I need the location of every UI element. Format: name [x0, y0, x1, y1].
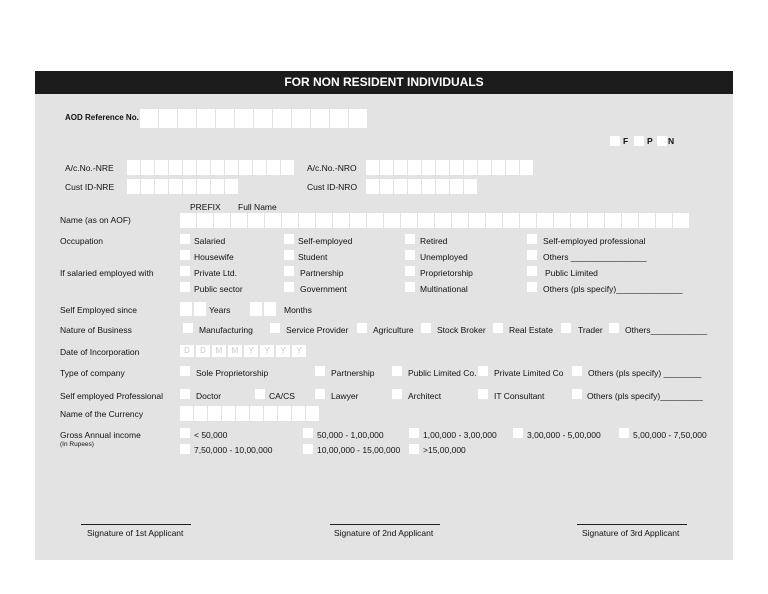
- professional-checkbox[interactable]: [392, 389, 402, 399]
- years-label: Years: [209, 305, 231, 315]
- income-option: 7,50,000 - 10,00,000: [194, 445, 273, 455]
- occupation-option: Self-employed: [298, 236, 353, 246]
- income-checkbox[interactable]: [513, 428, 523, 438]
- label-n: N: [668, 136, 675, 146]
- income-checkbox[interactable]: [303, 444, 313, 454]
- aod-reference-input[interactable]: [140, 109, 368, 128]
- months-label: Months: [284, 305, 312, 315]
- form-panel: [35, 71, 733, 560]
- business-checkbox[interactable]: [609, 323, 619, 333]
- income-checkbox[interactable]: [180, 428, 190, 438]
- acc-nro-label: A/c.No.-NRO: [307, 163, 357, 173]
- salaried-checkbox[interactable]: [405, 282, 415, 292]
- salaried-option: Proprietorship: [420, 268, 473, 278]
- date-cell[interactable]: Y: [260, 345, 274, 357]
- salaried-checkbox[interactable]: [284, 266, 294, 276]
- salaried-option: Partnership: [300, 268, 344, 278]
- currency-label: Name of the Currency: [60, 409, 144, 419]
- self-employed-label: Self Employed since: [60, 305, 138, 315]
- income-checkbox[interactable]: [409, 428, 419, 438]
- salaried-checkbox[interactable]: [180, 266, 190, 276]
- income-checkbox[interactable]: [303, 428, 313, 438]
- professional-label: Self employed Professional: [60, 391, 164, 401]
- acc-nro-input[interactable]: [366, 160, 534, 175]
- business-label: Nature of Business: [60, 325, 132, 335]
- date-cell[interactable]: D: [196, 345, 210, 357]
- occupation-option: Unemployed: [420, 252, 468, 262]
- signature-line-1[interactable]: [81, 524, 191, 525]
- business-option: Agriculture: [373, 325, 414, 335]
- occupation-option: Housewife: [194, 252, 234, 262]
- checkbox-p[interactable]: [634, 136, 644, 146]
- business-checkbox[interactable]: [270, 323, 280, 333]
- date-cell[interactable]: Y: [292, 345, 306, 357]
- company-type-checkbox[interactable]: [315, 366, 325, 376]
- income-option: >15,00,000: [423, 445, 466, 455]
- name-input[interactable]: [180, 213, 690, 228]
- occupation-option: Salaried: [194, 236, 226, 246]
- income-checkbox[interactable]: [619, 428, 629, 438]
- business-checkbox[interactable]: [493, 323, 503, 333]
- aod-label: AOD Reference No.: [65, 113, 139, 122]
- business-checkbox[interactable]: [357, 323, 367, 333]
- income-option: 5,00,000 - 7,50,000: [633, 430, 707, 440]
- signature-label-1: Signature of 1st Applicant: [87, 528, 184, 538]
- date-cell[interactable]: D: [180, 345, 194, 357]
- income-label: Gross Annual income: [60, 430, 141, 440]
- professional-checkbox[interactable]: [180, 389, 190, 399]
- incorporation-label: Date of Incorporation: [60, 347, 140, 357]
- salaried-option: Public sector: [194, 284, 243, 294]
- occupation-checkbox[interactable]: [284, 250, 294, 260]
- signature-label-3: Signature of 3rd Applicant: [582, 528, 680, 538]
- business-option: Service Provider: [286, 325, 349, 335]
- cust-nro-input[interactable]: [366, 179, 478, 194]
- date-cell[interactable]: M: [228, 345, 242, 357]
- salaried-checkbox[interactable]: [180, 282, 190, 292]
- occupation-checkbox[interactable]: [527, 234, 537, 244]
- company-type-checkbox[interactable]: [478, 366, 488, 376]
- income-option: 10,00,000 - 15,00,000: [317, 445, 401, 455]
- business-option: Trader: [578, 325, 603, 335]
- cust-nro-label: Cust ID-NRO: [307, 182, 358, 192]
- professional-option: Architect: [408, 391, 442, 401]
- occupation-label: Occupation: [60, 236, 103, 246]
- checkbox-n[interactable]: [657, 136, 667, 146]
- date-cell[interactable]: M: [212, 345, 226, 357]
- form-title: FOR NON RESIDENT INDIVIDUALS: [35, 71, 733, 94]
- professional-option: IT Consultant: [494, 391, 545, 401]
- business-option: Manufacturing: [199, 325, 253, 335]
- salaried-option: Private Ltd.: [194, 268, 237, 278]
- months-box[interactable]: [264, 302, 276, 316]
- company-type-option: Sole Proprietorship: [196, 368, 269, 378]
- salaried-option: Multinational: [420, 284, 468, 294]
- occupation-option: Retired: [420, 236, 448, 246]
- signature-line-3[interactable]: [577, 524, 687, 525]
- income-checkbox[interactable]: [409, 444, 419, 454]
- label-p: P: [647, 136, 653, 146]
- acc-nre-input[interactable]: [127, 160, 295, 175]
- years-box[interactable]: [194, 302, 206, 316]
- company-type-option: Public Limited Co.: [408, 368, 477, 378]
- date-cell[interactable]: Y: [276, 345, 290, 357]
- occupation-checkbox[interactable]: [284, 234, 294, 244]
- professional-option: Others (pls specify)_________: [587, 391, 703, 401]
- occupation-checkbox[interactable]: [527, 250, 537, 260]
- business-option: Real Estate: [509, 325, 553, 335]
- salaried-option: Others (pls specify)______________: [543, 284, 683, 294]
- company-type-option: Private Limited Co: [494, 368, 564, 378]
- cust-nre-input[interactable]: [127, 179, 239, 194]
- company-type-checkbox[interactable]: [180, 366, 190, 376]
- cust-nre-label: Cust ID-NRE: [65, 182, 115, 192]
- business-checkbox[interactable]: [561, 323, 571, 333]
- salaried-option: Public Limited: [545, 268, 598, 278]
- checkbox-f[interactable]: [610, 136, 620, 146]
- salaried-checkbox[interactable]: [405, 266, 415, 276]
- company-type-option: Others (pls specify) ________: [588, 368, 702, 378]
- name-label: Name (as on AOF): [60, 215, 131, 225]
- acc-nre-label: A/c.No.-NRE: [65, 163, 114, 173]
- income-option: < 50,000: [194, 430, 228, 440]
- full-name-label: Full Name: [238, 202, 277, 212]
- professional-option: Lawyer: [331, 391, 359, 401]
- professional-option: CA/CS: [269, 391, 295, 401]
- prefix-label: PREFIX: [190, 202, 221, 212]
- company-type-option: Partnership: [331, 368, 375, 378]
- salaried-checkbox[interactable]: [527, 266, 537, 276]
- months-box[interactable]: [250, 302, 262, 316]
- professional-checkbox[interactable]: [315, 389, 325, 399]
- date-cell[interactable]: Y: [244, 345, 258, 357]
- salaried-label: If salaried employed with: [60, 268, 154, 278]
- years-box[interactable]: [180, 302, 192, 316]
- income-option: 3,00,000 - 5,00,000: [527, 430, 601, 440]
- salaried-checkbox[interactable]: [284, 282, 294, 292]
- occupation-option: Student: [298, 252, 328, 262]
- income-checkbox[interactable]: [180, 444, 190, 454]
- incorporation-date-input[interactable]: [180, 345, 308, 357]
- occupation-option: Others ________________: [543, 252, 647, 262]
- occupation-checkbox[interactable]: [180, 234, 190, 244]
- professional-checkbox[interactable]: [255, 389, 265, 399]
- company-type-checkbox[interactable]: [392, 366, 402, 376]
- business-checkbox[interactable]: [421, 323, 431, 333]
- occupation-checkbox[interactable]: [405, 234, 415, 244]
- salaried-option: Government: [300, 284, 347, 294]
- business-checkbox[interactable]: [183, 323, 193, 333]
- professional-checkbox[interactable]: [478, 389, 488, 399]
- company-type-checkbox[interactable]: [572, 366, 582, 376]
- label-f: F: [623, 136, 629, 146]
- business-option: Others____________: [625, 325, 708, 335]
- income-option: 50,000 - 1,00,000: [317, 430, 384, 440]
- signature-line-2[interactable]: [330, 524, 440, 525]
- occupation-checkbox[interactable]: [180, 250, 190, 260]
- professional-option: Doctor: [196, 391, 222, 401]
- professional-checkbox[interactable]: [572, 389, 582, 399]
- business-option: Stock Broker: [437, 325, 486, 335]
- occupation-checkbox[interactable]: [405, 250, 415, 260]
- income-option: 1,00,000 - 3,00,000: [423, 430, 497, 440]
- income-sublabel: (In Rupees): [60, 441, 94, 448]
- signature-label-2: Signature of 2nd Applicant: [334, 528, 434, 538]
- company-type-label: Type of company: [60, 368, 125, 378]
- currency-input[interactable]: [180, 406, 320, 421]
- salaried-checkbox[interactable]: [527, 282, 537, 292]
- occupation-option: Self-employed professional: [543, 236, 646, 246]
